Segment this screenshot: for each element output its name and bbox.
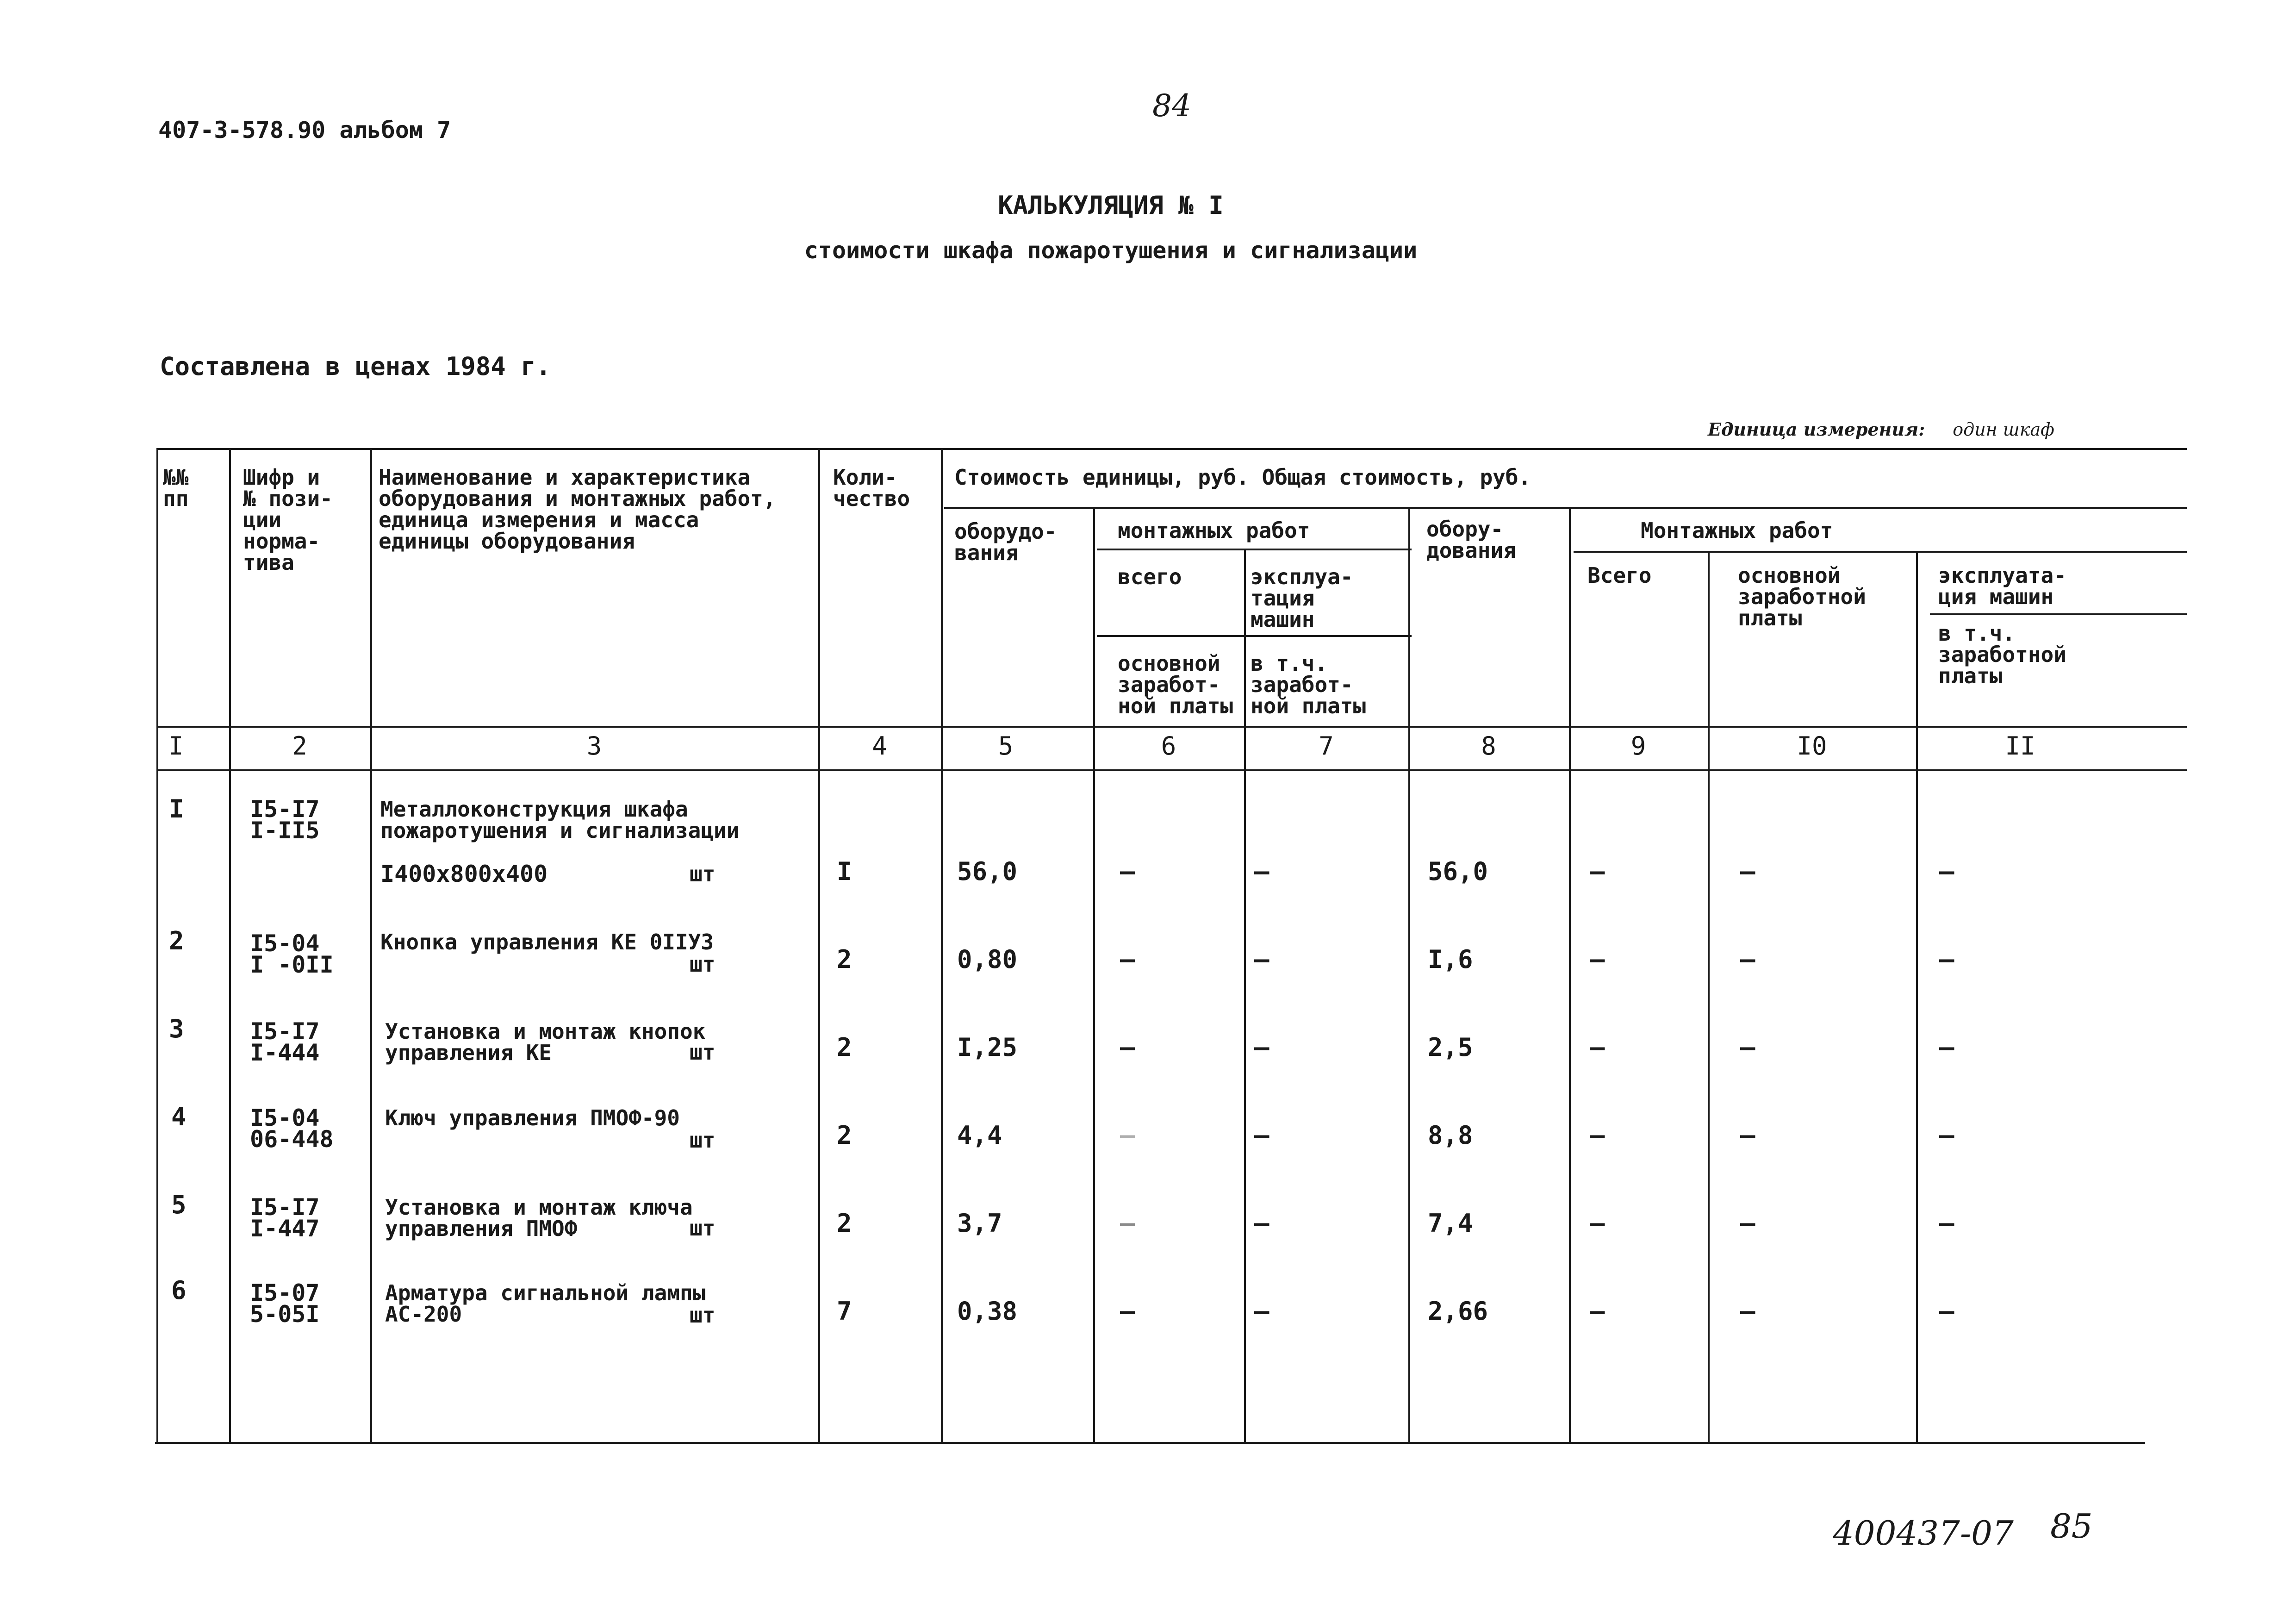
row-c6: – — [1120, 1209, 1135, 1238]
row-c10: – — [1740, 1297, 1755, 1326]
header-name: Наименование и характеристика оборудования и монтажных работ, единица измерения и масса единицы оборудования — [379, 465, 776, 554]
unit-label: Единица измерения: — [1708, 419, 1925, 440]
header-total-total: Всего — [1587, 563, 1652, 588]
row-code: I5-I7 I-II5 — [250, 796, 320, 844]
row-c7: – — [1254, 857, 1269, 886]
row-c10: – — [1740, 1209, 1755, 1238]
row-name: Металлоконструкция шкафа пожаротушения и сигнализации — [380, 797, 740, 843]
row-c9: – — [1590, 1121, 1605, 1150]
prices-note: Составлена в ценах 1984 г. — [160, 352, 551, 381]
col-divider-7 — [1408, 507, 1410, 1443]
row-c9: – — [1590, 1297, 1605, 1326]
column-number: 5 — [998, 731, 1014, 761]
row-unit: шт — [690, 1040, 716, 1065]
row-qty: 7 — [837, 1297, 852, 1326]
row-number: I — [169, 794, 184, 823]
row-number: 4 — [171, 1102, 187, 1131]
row-qty: 2 — [837, 1121, 852, 1150]
document-code: 407-3-578.90 альбом 7 — [158, 117, 451, 143]
column-number: 3 — [586, 731, 602, 761]
col-divider-10 — [1916, 551, 1918, 1443]
header-base-wage-unit: основной заработ- ной платы — [1118, 651, 1233, 718]
row-c8: 2,5 — [1428, 1033, 1473, 1062]
row-c11: – — [1939, 857, 1954, 886]
col-divider-8 — [1569, 507, 1571, 1443]
header-equipment-total: обору- дования — [1426, 517, 1516, 563]
row-c6: – — [1120, 945, 1135, 974]
row-c11: – — [1939, 945, 1954, 974]
row-c9: – — [1590, 857, 1605, 886]
table-top-border — [157, 448, 2187, 450]
col-divider-3 — [818, 448, 820, 1443]
row-c6: – — [1120, 1033, 1135, 1062]
header-equipment-unit: оборудо- вания — [954, 519, 1057, 565]
row-c6: – — [1120, 857, 1135, 886]
row-c7: – — [1254, 1033, 1269, 1062]
row-c10: – — [1740, 1033, 1755, 1062]
header-item-number: №№ пп — [163, 465, 189, 511]
column-number: 2 — [292, 731, 307, 761]
row-c8: 8,8 — [1428, 1121, 1473, 1150]
row-c8: 56,0 — [1428, 857, 1488, 886]
row-code: I5-04 06-448 — [250, 1104, 334, 1153]
row-name: Ключ управления ПМОФ-90 — [385, 1105, 680, 1130]
row-number: 2 — [169, 926, 184, 955]
row-c9: – — [1590, 1033, 1605, 1062]
row-c5: 4,4 — [957, 1121, 1002, 1150]
header-cost-group: Стоимость единицы, руб. Общая стоимость, руб. — [954, 465, 1531, 490]
row-qty: 2 — [837, 945, 852, 974]
col-divider-2 — [370, 448, 372, 1443]
row-c6: – — [1120, 1297, 1135, 1326]
row-qty: 2 — [837, 1033, 852, 1062]
row-c11: – — [1939, 1033, 1954, 1062]
header-incl-wage-unit: в т.ч. заработ- ной платы — [1251, 651, 1366, 718]
row-c10: – — [1740, 1121, 1755, 1150]
row-name: Арматура сигнальной лампы АС-200 — [385, 1280, 706, 1327]
row-c7: – — [1254, 1297, 1269, 1326]
column-number: 6 — [1161, 731, 1176, 761]
row-code: I5-I7 I-447 — [250, 1194, 320, 1242]
header-machines-total: эксплуата- ция машин — [1938, 563, 2066, 609]
row-c11: – — [1939, 1297, 1954, 1326]
archive-page-number: 85 — [2050, 1507, 2093, 1546]
row-c7: – — [1254, 1209, 1269, 1238]
row-number: 5 — [171, 1190, 187, 1219]
row-unit: шт — [690, 1216, 716, 1241]
row-c7: – — [1254, 945, 1269, 974]
table-bottom-border — [155, 1442, 2145, 1444]
row-c5: I,25 — [957, 1033, 1018, 1062]
row-name: Установка и монтаж ключа управления ПМОФ — [385, 1195, 693, 1241]
row-c6: – — [1120, 1121, 1135, 1150]
page-title: КАЛЬКУЛЯЦИЯ № I — [998, 191, 1224, 220]
row-qty: 2 — [837, 1209, 852, 1238]
wage-unit-divider — [1097, 635, 1412, 637]
column-number: 4 — [872, 731, 887, 761]
row-c9: – — [1590, 945, 1605, 974]
unit-value: один шкаф — [1953, 419, 2054, 440]
header-mounting-total: Монтажных работ — [1641, 518, 1833, 543]
header-code: Шифр и № пози- ции норма- тива — [243, 465, 333, 575]
col-divider-5 — [1093, 507, 1095, 1443]
col-divider-1 — [229, 448, 231, 1443]
row-unit: шт — [690, 861, 716, 886]
header-total-unit: всего — [1118, 564, 1182, 589]
archive-stamp: 400437-07 — [1833, 1514, 2014, 1553]
row-number: 6 — [171, 1276, 187, 1305]
header-bottom-border — [157, 726, 2187, 728]
row-unit: шт — [690, 952, 716, 977]
column-number: I0 — [1797, 731, 1827, 761]
header-base-wage-total: основной заработной платы — [1738, 563, 1866, 630]
row-c8: I,6 — [1428, 945, 1473, 974]
cost-group-divider — [944, 507, 2187, 509]
row-unit: шт — [690, 1303, 716, 1328]
row-c11: – — [1939, 1121, 1954, 1150]
wage-total-divider — [1930, 613, 2187, 615]
header-incl-wage-total: в т.ч. заработной платы — [1938, 621, 2066, 688]
column-number: 7 — [1319, 731, 1334, 761]
row-c8: 7,4 — [1428, 1209, 1473, 1238]
header-quantity: Коли- чество — [833, 465, 910, 511]
col-divider-6 — [1244, 549, 1246, 1443]
row-qty: I — [837, 857, 852, 886]
column-number: I — [168, 731, 184, 761]
column-number: 8 — [1481, 731, 1496, 761]
row-c5: 56,0 — [957, 857, 1018, 886]
row-c5: 0,38 — [957, 1297, 1018, 1326]
row-c5: 3,7 — [957, 1209, 1002, 1238]
row-c7: – — [1254, 1121, 1269, 1150]
row-name: Установка и монтаж кнопок управления КЕ — [385, 1019, 706, 1065]
row-c10: – — [1740, 857, 1755, 886]
page-number: 84 — [1152, 88, 1191, 124]
row-code: I5-I7 I-444 — [250, 1018, 320, 1066]
row-c11: – — [1939, 1209, 1954, 1238]
row-number: 3 — [169, 1014, 184, 1043]
row-c5: 0,80 — [957, 945, 1018, 974]
col-divider-9 — [1708, 551, 1710, 1443]
row-unit: шт — [690, 1128, 716, 1153]
col-divider-4 — [941, 448, 943, 1443]
row-name-dimensions: I400x800x400 — [380, 861, 548, 887]
row-name: Кнопка управления КЕ 0IIУЗ — [380, 930, 714, 954]
colnum-bottom-border — [157, 769, 2187, 771]
mount-unit-divider — [1097, 549, 1412, 550]
table-left-border — [156, 448, 158, 1443]
column-number: II — [2005, 731, 2035, 761]
row-c9: – — [1590, 1209, 1605, 1238]
page-subtitle: стоимости шкафа пожаротушения и сигнализации — [804, 237, 1418, 264]
row-code: I5-07 5-05I — [250, 1279, 320, 1328]
header-machines-unit: эксплуа- тация машин — [1251, 564, 1353, 632]
row-code: I5-04 I -0II — [250, 930, 334, 978]
row-c10: – — [1740, 945, 1755, 974]
header-mounting-unit: монтажных работ — [1118, 518, 1310, 543]
mount-total-divider — [1574, 551, 2187, 553]
column-number: 9 — [1630, 731, 1646, 761]
row-c8: 2,66 — [1428, 1297, 1488, 1326]
